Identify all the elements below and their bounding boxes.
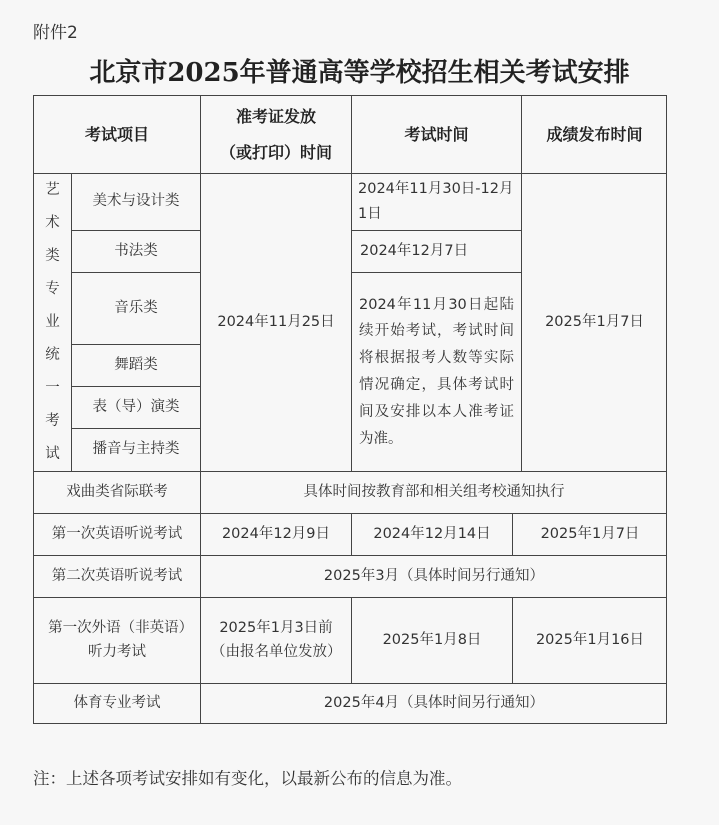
art-ticket-time: 2024年11月25日: [200, 173, 351, 471]
header-ticket-line2: （或打印）时间: [219, 142, 332, 162]
row-opera-info: 具体时间按教育部和相关组考校通知执行: [200, 471, 667, 513]
art-label-char: 考: [45, 413, 60, 429]
row-foreign-ticket: 2025年1月3日前（由报名单位发放）: [200, 597, 351, 683]
header-result-time: 成绩发布时间: [521, 95, 667, 173]
row-opera-name: 戏曲类省际联考: [33, 471, 200, 513]
row-english2-name: 第二次英语听说考试: [33, 555, 200, 597]
row-english1-ticket: 2024年12月9日: [200, 513, 351, 555]
art-label-char: 业: [45, 314, 60, 330]
row-pe-info: 2025年4月（具体时间另行通知）: [200, 683, 667, 724]
subject-dance: 舞蹈类: [71, 344, 200, 386]
row-pe-name: 体育专业考试: [33, 683, 200, 724]
row-english1-result: 2025年1月7日: [512, 513, 667, 555]
art-exam-time-calligraphy: 2024年12月7日: [351, 230, 521, 272]
row-english1-exam: 2024年12月14日: [351, 513, 512, 555]
art-label-char: 类: [45, 248, 60, 264]
art-label-char: 一: [45, 380, 60, 396]
row-foreign-result: 2025年1月16日: [512, 597, 667, 683]
art-result-time: 2025年1月7日: [521, 173, 667, 471]
footnote: 注：上述各项考试安排如有变化，以最新公布的信息为准。: [33, 769, 462, 788]
art-exam-time-design: 2024年11月30日-12月1日: [351, 173, 521, 230]
art-label-char: 艺: [45, 182, 60, 198]
header-ticket-time: [200, 95, 351, 173]
exam-schedule-table: [33, 95, 667, 724]
art-label-char: 术: [45, 215, 60, 231]
row-foreign-name: 第一次外语（非英语）听力考试: [33, 597, 200, 683]
row-foreign-exam: 2025年1月8日: [351, 597, 512, 683]
header-exam-time: 考试时间: [351, 95, 521, 173]
attachment-label: 附件2: [33, 23, 78, 43]
art-exam-time-others: 2024年11月30日起陆续开始考试，考试时间将根据报考人数等实际情况确定，具体考试时间及安排以本人准考证为准。: [351, 272, 521, 471]
page-title: 北京市2025年普通高等学校招生相关考试安排: [89, 58, 630, 88]
art-group-label: [33, 173, 71, 471]
art-label-char: 统: [45, 347, 60, 363]
subject-broadcasting: 播音与主持类: [71, 428, 200, 471]
subject-acting: 表（导）演类: [71, 386, 200, 428]
art-label-char: 专: [45, 281, 60, 297]
subject-music: 音乐类: [71, 272, 200, 344]
art-label-char: 试: [45, 446, 60, 462]
row-english2-info: 2025年3月（具体时间另行通知）: [200, 555, 667, 597]
row-english1-name: 第一次英语听说考试: [33, 513, 200, 555]
header-exam-item: 考试项目: [33, 95, 200, 173]
subject-calligraphy: 书法类: [71, 230, 200, 272]
subject-art-design: 美术与设计类: [71, 173, 200, 230]
header-ticket-line1: 准考证发放: [235, 107, 316, 127]
